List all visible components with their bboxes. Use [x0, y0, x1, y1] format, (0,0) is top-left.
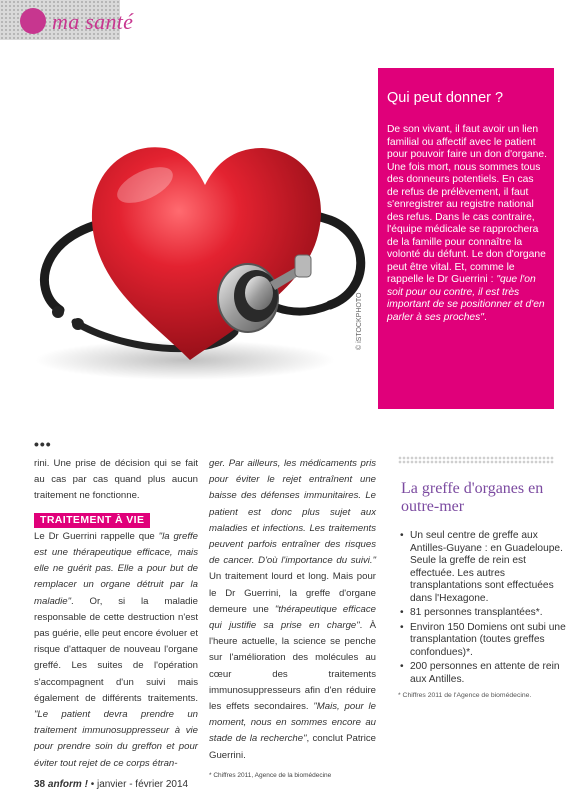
section-title: ma santé: [52, 9, 134, 34]
quote-run: "thérapeutique efficace qui justifie sa prise en charge": [209, 603, 376, 632]
article-column-2: [209, 456, 376, 784]
text-run: . À l'heure actuelle, la science se penche sur l'amélioration des molécules au cœur des traitements immunosuppresseurs afin d'en réduire les effets secondaires.: [209, 620, 376, 713]
page-footer: [34, 779, 188, 790]
box-title: La greffe d'organes en outre-mer: [401, 480, 544, 515]
info-box-donors: [378, 68, 554, 409]
list-item: • Un seul centre de greffe aux Antilles-Guyane : en Guadeloupe. Seule la greffe de rein est effectuée. Les autres transplantations sont effectuées dans l'Hexagone.: [410, 530, 566, 605]
list-item: • Environ 150 Domiens ont subi une transplantation (toutes greffes confondues)*.: [410, 622, 566, 660]
article-paragraph: [34, 529, 198, 772]
list-item: • 200 personnes en attente de rein aux Antilles.: [410, 661, 566, 686]
list-item: • 81 personnes transplantées*.: [410, 607, 566, 620]
page-number: 38: [34, 779, 46, 790]
issue-date: • janvier - février 2014: [90, 779, 189, 790]
photo-credit: © iSTOCKPHOTO: [356, 292, 363, 350]
quote-run: "la greffe est une thérapeutique efficace, mais elle ne guérit pas. Elle a pour but de remplacer un organe détruit par la maladie": [34, 530, 198, 607]
heart-stethoscope-photo: [0, 60, 378, 420]
text-run: Le Dr Guerrini rappelle que: [34, 530, 159, 542]
stats-list: [400, 530, 566, 688]
article-paragraph: [209, 456, 376, 764]
info-box-end: .: [483, 311, 487, 323]
continuation-dots: •••: [34, 436, 52, 452]
section-heading: TRAITEMENT À VIE: [34, 513, 150, 528]
text-run: . Or, si la maladie responsable de cette destruction n'est pas guérie, elle peut encore évoluer et risque d'attaquer de nouveau l'organe greffé. Les suites de l'opération s'accompagnent d'un suivi mais également de différents traitements.: [34, 595, 198, 704]
magazine-name: anform !: [47, 779, 88, 790]
quote-run: "Le patient devra prendre un traitement immunosuppresseur à vie pour prendre soin du greffon et pour éviter tout rejet de ce corps étran-: [34, 709, 198, 769]
article-column-1: [34, 456, 198, 772]
text-run: Un traitement lourd et long. Mais pour le Dr Guerrini, la greffe d'organe demeure une: [209, 571, 376, 615]
column-footnote: * Chiffres 2011, Agence de la biomédecine: [209, 771, 332, 779]
article-intro: rini. Une prise de décision qui se fait au cas par cas quand plus aucun traitement ne fonctionne.: [34, 458, 198, 502]
info-box-body: [387, 124, 547, 324]
dotted-divider: [398, 456, 554, 464]
section-logo-icon: [20, 8, 46, 34]
quote-run: "Mais, pour le moment, nous en sommes encore au stade de la recherche": [209, 701, 377, 745]
text-run: , conclut Patrice Guerrini.: [209, 733, 376, 761]
quote-run: ger. Par ailleurs, les médicaments pris pour éviter le rejet entraînent une baisse des défenses immunitaires. Le patient est donc plus sujet aux maladies et infections. Les traitements peuvent parfois entraîner des risques de cancer. D'où l'importance du suivi.": [209, 458, 376, 567]
info-box-quote: "que l'on soit pour ou contre, il est très important de se positionner et d'en parler à ses proches": [387, 274, 545, 323]
info-box-text: De son vivant, il faut avoir un lien familial ou affectif avec le patient pour pouvoir faire un don d'organe. Une fois mort, nous sommes tous des donneurs potentiels. En cas de refus de prélèvement, il faut s'enregistrer au registre national des refus. Dans le cas contraire, l'équipe médicale se rapprochera de la famille pour connaître la volonté du défunt. Le don d'organe peut être vital. Et, comme le rappelle le Dr Guerrini :: [387, 124, 547, 285]
box-footnote: * Chiffres 2011 de l'Agence de biomédecine.: [398, 692, 532, 699]
info-box-title: Qui peut donner ?: [387, 90, 504, 106]
